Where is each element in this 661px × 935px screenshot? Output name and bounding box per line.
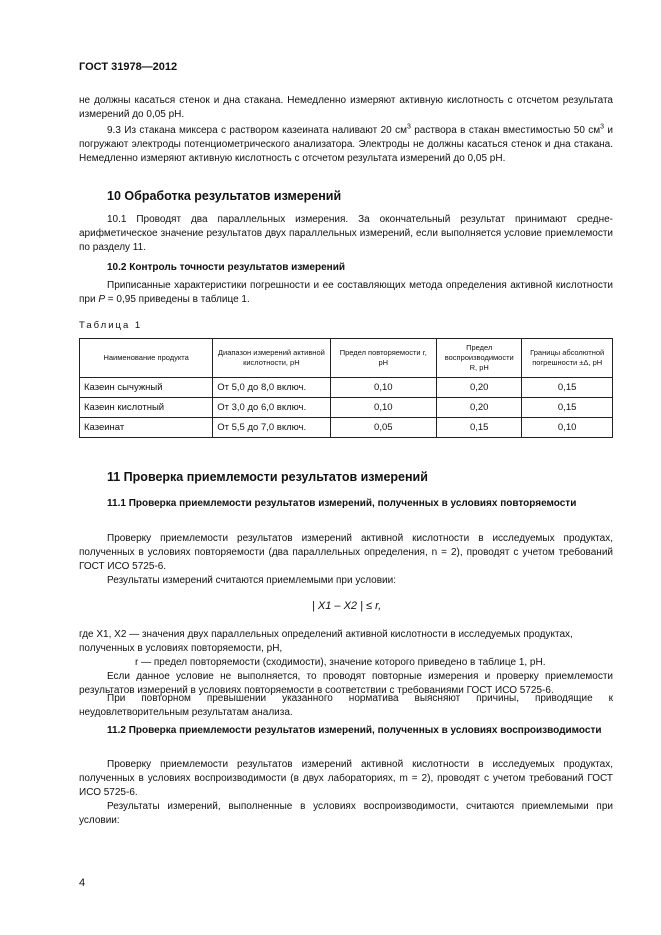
paragraph-11-1-a: Проверку приемлемости результатов измерений активной кислотности в исследуемых продуктах, полученных в условиях повторяемости (два параллельных определения, n = 2), проводят с учетом требований ГОСТ ИСО 5725-6.	[79, 533, 613, 572]
cell-range: От 5,5 до 7,0 включ.	[213, 418, 330, 438]
table-row	[80, 418, 613, 438]
col-header-error-bounds: Границы абсолютной погрешности ±Δ, pH	[522, 339, 613, 378]
section-11-title: 11 Проверка приемлемости результатов измерений	[107, 470, 428, 484]
subsection-11-2-title: 11.2 Проверка приемлемости результатов измерений, полученных в условиях воспроизводимости	[107, 725, 602, 736]
cell-reproducibility: 0,15	[437, 418, 522, 438]
table-row	[80, 398, 613, 418]
table-row	[80, 378, 613, 398]
cell-range: От 5,0 до 8,0 включ.	[213, 378, 330, 398]
paragraph-11-2-a: Проверку приемлемости результатов измерений активной кислотности в исследуемых продуктах, полученных в условиях воспроизводимости (в двух лабораториях, m = 2), проводят с учетом требований ГОСТ ИСО 5725-6.	[79, 759, 613, 798]
paragraph-9-3: 9.3 Из стакана миксера с раствором казеината наливают 20 $см^3$ раствора в стакан вместимостью 50 $см^3$ и погружают электроды потенциометрического анализатора. Электроды не должны касаться стенок и дна стакана. Немедленно измеряют активную кислотность с отсчетом результата измерений до 0,05 pH.	[79, 123, 613, 164]
formula-where-1: где X1, X2 — значения двух параллельных определений активной кислотности в исследуемых продуктах, полученных в условиях повторяемости, pH,	[79, 629, 573, 654]
cell-reproducibility: 0,20	[437, 378, 522, 398]
paragraph-10-2: Приписанные характеристики погрешности и ее составляющих метода определения активной кислотности при P = 0,95 приведены в таблице 1.	[79, 280, 613, 305]
paragraph-11-1-d: При повторном превышении указанного норматива выясняют причины, приводящие к неудовлетворительным результатам анализа.	[79, 693, 613, 718]
table-caption: Таблица 1	[79, 320, 143, 331]
subsection-10-2-title: 10.2 Контроль точности результатов измерений	[107, 262, 346, 273]
cell-error-bounds: 0,15	[522, 378, 613, 398]
cell-error-bounds: 0,15	[522, 398, 613, 418]
paragraph-11-1-c: Если данное условие не выполняется, то проводят повторные измерения и проверку приемлемости результатов измерений в условиях повторяемости в соответствии с требованиями ГОСТ ИСО 5725-6.	[79, 671, 613, 696]
paragraph-9-2-continuation: не должны касаться стенок и дна стакана. Немедленно измеряют активную кислотность с отсчетом результата измерений до 0,05 pH.	[79, 95, 613, 120]
paragraph-11-1-b: Результаты измерений считаются приемлемыми при условии:	[107, 575, 396, 586]
paragraph-10-1: 10.1 Проводят два параллельных измерения. За окончательный результат принимают средне-арифметическое значение результатов двух параллельных измерений, если выполняется условие приемлемости по разделу 11.	[79, 214, 613, 253]
cell-error-bounds: 0,10	[522, 418, 613, 438]
paragraph-11-2-b: Результаты измерений, выполненные в условиях воспроизводимости, считаются приемлемыми при условии:	[79, 801, 613, 826]
formula-repeatability: | X1 – X2 | ≤ r,	[312, 600, 382, 612]
subsection-11-1-title: 11.1 Проверка приемлемости результатов измерений, полученных в условиях повторяемости	[107, 498, 577, 509]
section-10-title: 10 Обработка результатов измерений	[107, 189, 342, 203]
cell-product: Казеинат	[80, 418, 213, 438]
col-header-repeatability: Предел повторяемости r, pH	[330, 339, 437, 378]
col-header-product: Наименование продукта	[80, 339, 213, 378]
table-header-row	[80, 339, 613, 378]
cell-range: От 3,0 до 6,0 включ.	[213, 398, 330, 418]
document-header: ГОСТ 31978—2012	[79, 61, 178, 73]
cell-repeatability: 0,05	[330, 418, 437, 438]
page-number: 4	[79, 877, 86, 889]
cell-product: Казеин сычужный	[80, 378, 213, 398]
cell-product: Казеин кислотный	[80, 398, 213, 418]
cell-repeatability: 0,10	[330, 378, 437, 398]
col-header-reproducibility: Предел воспроизводимости R, pH	[437, 339, 522, 378]
cell-repeatability: 0,10	[330, 398, 437, 418]
table-1	[79, 338, 613, 438]
cell-reproducibility: 0,20	[437, 398, 522, 418]
formula-where-2: r — предел повторяемости (сходимости), значение которого приведено в таблице 1, pH.	[135, 657, 546, 668]
col-header-range: Диапазон измерений активной кислотности, pH	[213, 339, 330, 378]
